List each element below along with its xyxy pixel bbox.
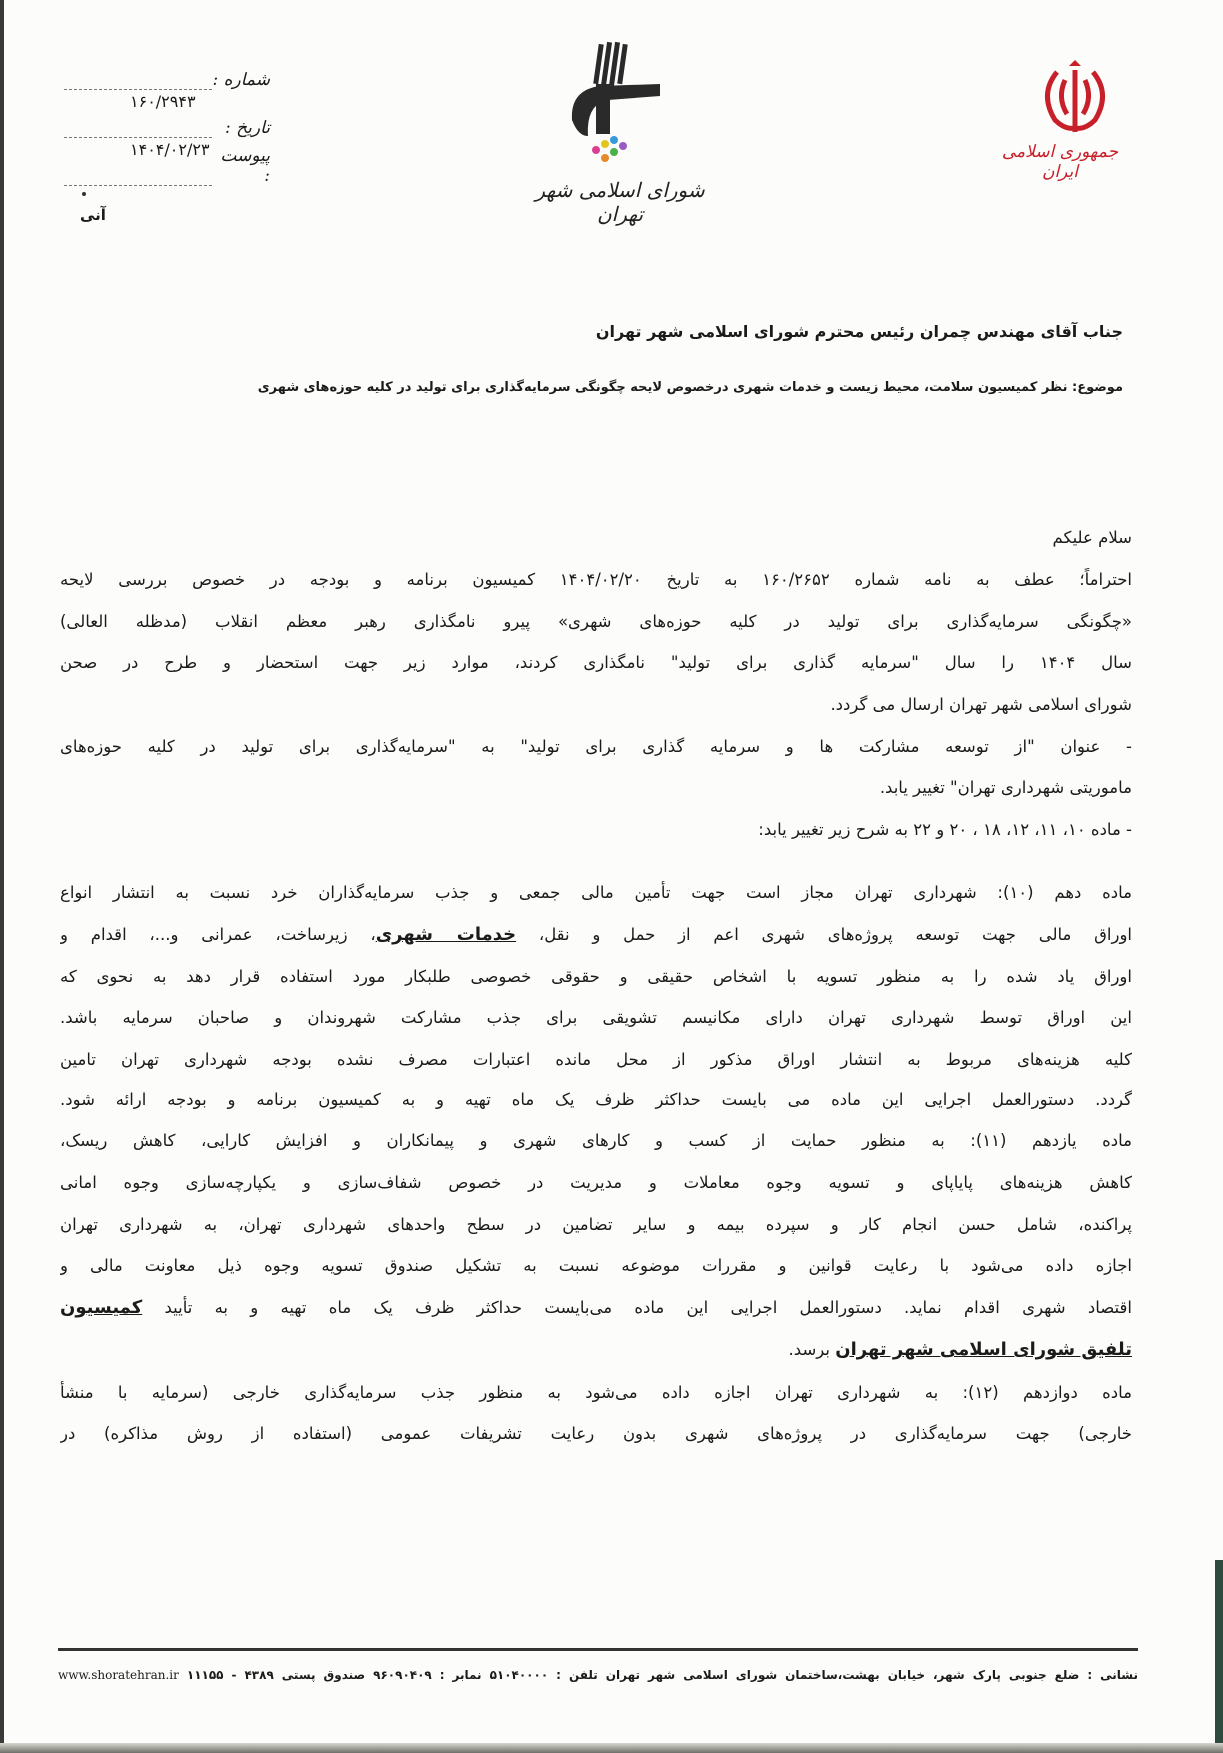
letter-line: [60, 1003, 1132, 1033]
scan-edge-bottom: [0, 1743, 1223, 1753]
footer-address: نشانی : ضلع جنوبی پارک شهر، خیابان بهشت،ساختمان شورای اسلامی شهر تهران تلفن : ۵۱۰۴۰۰۰۰ نمابر : ۹۶۰۹۰۴۰۹ صندوق پستی ۴۳۸۹ - ۱۱۱۵۵: [186, 1668, 1139, 1682]
emphasized-text: کمیسیون: [60, 1297, 143, 1318]
line-text: سلام علیکم: [1052, 528, 1132, 547]
city-council-caption: شورای اسلامی شهر تهران: [535, 178, 705, 226]
letter-line: [60, 920, 1132, 950]
line-text: کاهش هزینه‌های پایاپای و تسویه وجوه معاملات و مدیریت در خصوص شفاف‌سازی و یکپارچه‌سازی وجوه امانی: [60, 1173, 1132, 1192]
attachment-label: پیوست :: [220, 146, 270, 186]
line-text: - عنوان "از توسعه مشارکت ها و سرمایه گذاری برای تولید" به "سرمایه‌گذاری برای تولید در کلیه حوزه‌های: [60, 737, 1132, 756]
scan-edge-right: [1215, 1560, 1223, 1753]
line-text: ماده دهم (۱۰): شهرداری تهران مجاز است جهت تأمین مالی جمعی و جذب سرمایه‌گذاران خرد نسبت به انتشار انواع: [60, 883, 1132, 902]
letter-line: [60, 690, 1132, 720]
city-council-logo: [560, 40, 670, 190]
letter-line: [60, 732, 1132, 762]
dotted-line: [64, 79, 212, 90]
line-text: - ماده ۱۰، ۱۱، ۱۲، ۱۸ ، ۲۰ و ۲۲ به شرح زیر تغییر یابد:: [758, 820, 1132, 839]
letter-line: [60, 523, 1132, 553]
dot-mark: [82, 192, 86, 196]
iran-emblem-caption: جمهوری اسلامی ایران: [1001, 142, 1119, 182]
letter-line: [60, 565, 1132, 595]
dotted-line: [64, 127, 212, 138]
letter-line: [60, 1378, 1132, 1408]
line-text: اجازه داده می‌شود با رعایت قوانین و مقررات موضوعه نسبت به تشکیل صندوق تسویه وجوه ذیل معاونت مالی و: [60, 1256, 1132, 1275]
letter-line: [60, 815, 1132, 845]
iran-emblem-icon: [1035, 58, 1115, 138]
number-label: شماره :: [212, 70, 270, 90]
scan-edge-left: [0, 0, 4, 1753]
footer-divider: [58, 1648, 1138, 1651]
letter-line: [60, 1335, 1132, 1365]
dotted-line: [64, 175, 212, 186]
letter-line: [60, 1168, 1132, 1198]
letter-subject: موضوع: نظر کمیسیون سلامت، محیط زیست و خدمات شهری درخصوص لایحه چگونگی سرمایه‌گذاری برای تولید در کلیه حوزه‌های شهری: [257, 380, 1123, 395]
line-text: ماده یازدهم (۱۱): به منظور حمایت از کسب و کارهای شهری و پیمانکاران و افزایش کارایی، کاهش ریسک،: [60, 1131, 1132, 1150]
date-label: تاریخ :: [225, 118, 270, 138]
line-text: گردد. دستورالعمل اجرایی این ماده می بایست حداکثر ظرف یک ماه تهیه و به کمیسیون برنامه و بودجه ارائه شود.: [60, 1090, 1132, 1109]
line-text: اقتصاد شهری اقدام نماید. دستورالعمل اجرایی این ماده می‌بایست حداکثر ظرف یک ماه تهیه و به تأیید: [142, 1298, 1132, 1317]
letter-line: [60, 1085, 1132, 1115]
letter-line: [60, 1251, 1132, 1281]
line-text: برسد.: [788, 1340, 836, 1359]
line-text: ماده دوازدهم (۱۲): به شهرداری تهران اجازه داده می‌شود به منظور جذب سرمایه‌گذاری خارجی (سرمایه با منشأ: [60, 1383, 1132, 1402]
line-text: کلیه هزینه‌های مربوط به انتشار اوراق مذکور از محل مانده اعتبارات مصرف نشده بودجه شهرداری تهران تامین: [60, 1050, 1132, 1069]
footer-website: www.shoratehran.ir: [58, 1668, 179, 1682]
letter-line: [60, 1419, 1132, 1449]
line-text: اوراق یاد شده را به منظور تسویه با اشخاص حقیقی و حقوقی خصوصی طلبکار مورد استفاده قرار دهد به نحوی که: [60, 967, 1132, 986]
letter-line: [60, 1293, 1132, 1323]
line-text: اوراق مالی جهت توسعه پروژه‌های شهری اعم از حمل و نقل،: [516, 925, 1132, 944]
emphasized-text: تلفیق شورای اسلامی شهر تهران: [835, 1339, 1132, 1360]
urgency-label: آنی: [80, 206, 106, 224]
line-text: خارجی) جهت سرمایه‌گذاری در پروژه‌های شهری بدون رعایت تشریفات عمومی (استفاده از روش مذاکره) در: [60, 1424, 1132, 1443]
line-text: ، زیرساخت، عمرانی و...، اقدام و: [60, 925, 376, 944]
line-text: شورای اسلامی شهر تهران ارسال می گردد.: [830, 695, 1132, 714]
line-text: سال ۱۴۰۴ را سال "سرمایه گذاری برای تولید" نامگذاری کردند، موارد زیر جهت استحضار و طرح در صحن: [60, 653, 1132, 672]
number-value: ۱۶۰/۲۹۴۳: [130, 92, 196, 111]
letter-line: [60, 773, 1132, 803]
line-text: ماموریتی شهرداری تهران" تغییر یابد.: [879, 778, 1132, 797]
date-value: ۱۴۰۴/۰۲/۲۳: [130, 140, 210, 159]
letter-line: [60, 1045, 1132, 1075]
letter-line: [60, 878, 1132, 908]
letter-line: [60, 1126, 1132, 1156]
line-text: این اوراق توسط شهرداری تهران دارای مکانیسم تشویقی برای جذب مشارکت شهروندان و صاحبان سرمایه باشد.: [60, 1008, 1132, 1027]
line-text: پراکنده، شامل حسن انجام کار و سپرده بیمه و سایر تضامین در سطح واحدهای شهرداری تهران، به شهرداری تهران: [60, 1215, 1132, 1234]
line-text: «چگونگی سرمایه‌گذاری برای تولید در کلیه حوزه‌های شهری» پیرو نامگذاری رهبر معظم انقلاب (مدظله العالی): [60, 612, 1132, 631]
letter-metadata: [60, 66, 270, 186]
letter-line: [60, 607, 1132, 637]
emphasized-text: خدمات شهری: [375, 924, 517, 945]
footer: [58, 1668, 1138, 1682]
line-text: احتراماً؛ عطف به نامه شماره ۱۶۰/۲۶۵۲ به تاریخ ۱۴۰۴/۰۲/۲۰ کمیسیون برنامه و بودجه در خصوص بررسی لایحه: [60, 570, 1132, 589]
letter-line: [60, 648, 1132, 678]
letter-line: [60, 962, 1132, 992]
letter-line: [60, 1210, 1132, 1240]
letter-addressee: جناب آقای مهندس چمران رئیس محترم شورای اسلامی شهر تهران: [595, 322, 1123, 341]
